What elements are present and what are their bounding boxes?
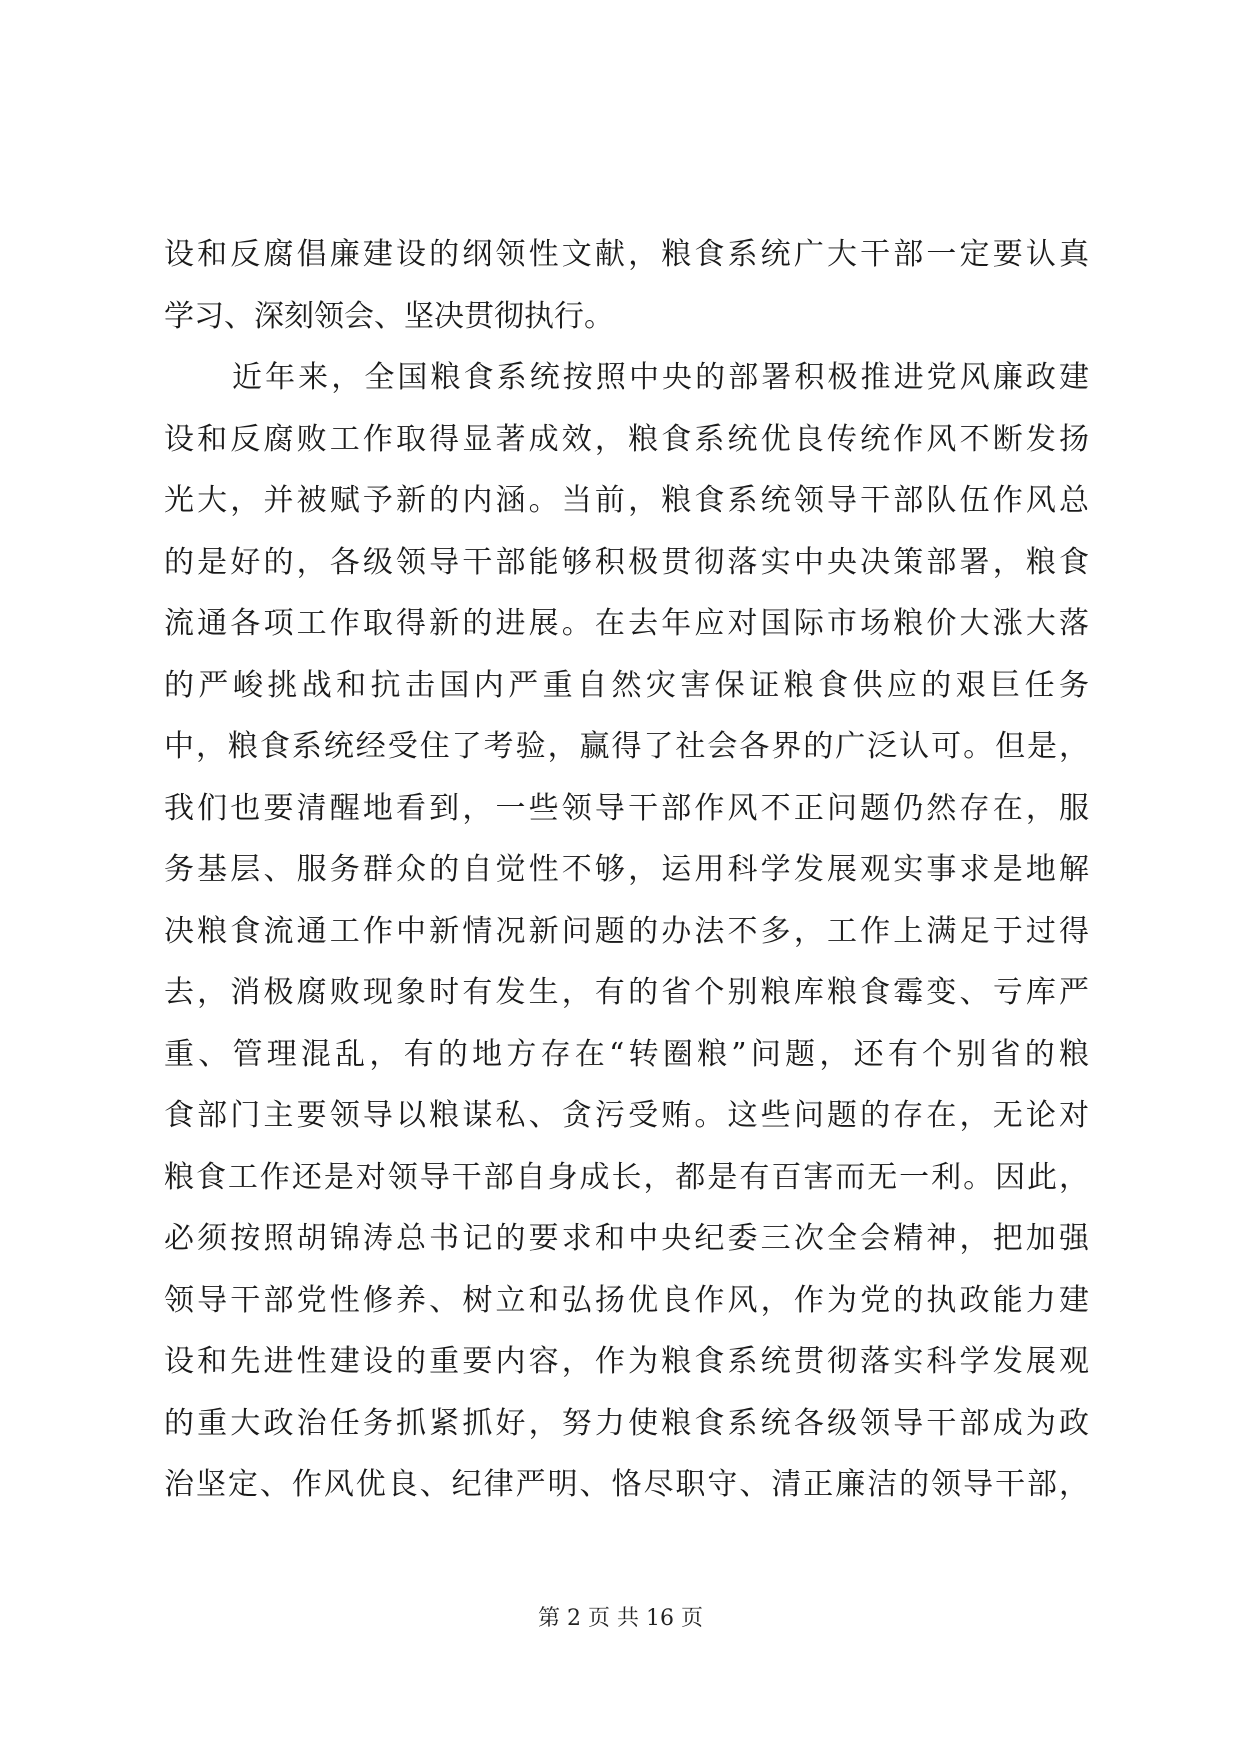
body-text bbox=[164, 224, 1089, 1516]
text-line: 领导干部党性修养、树立和弘扬优良作风，作为党的执政能力建 bbox=[164, 1282, 1089, 1318]
page-number-footer: 第 2 页 共 16 页 bbox=[538, 1606, 703, 1631]
text-line: 重、管理混乱，有的地方存在“转圈粮”问题，还有个别省的粮 bbox=[164, 1036, 1089, 1072]
text-line: 粮食工作还是对领导干部自身成长，都是有百害而无一利。因此， bbox=[164, 1159, 1089, 1195]
text-line: 决粮食流通工作中新情况新问题的办法不多，工作上满足于过得 bbox=[164, 913, 1089, 949]
text-line: 中，粮食系统经受住了考验，赢得了社会各界的广泛认可。但是， bbox=[164, 729, 1089, 764]
text-line: 的严峻挑战和抗击国内严重自然灾害保证粮食供应的艰巨任务 bbox=[164, 667, 1089, 703]
paragraph-first-line: 近年来，全国粮食系统按照中央的部署积极推进党风廉政建 bbox=[232, 360, 1089, 395]
text-line: 流通各项工作取得新的进展。在去年应对国际市场粮价大涨大落 bbox=[164, 606, 1089, 641]
text-line: 必须按照胡锦涛总书记的要求和中央纪委三次全会精神，把加强 bbox=[164, 1221, 1089, 1256]
text-line: 的重大政治任务抓紧抓好，努力使粮食系统各级领导干部成为政 bbox=[164, 1405, 1089, 1441]
text-line: 的是好的，各级领导干部能够积极贯彻落实中央决策部署，粮食 bbox=[164, 544, 1089, 580]
text-line: 设和先进性建设的重要内容，作为粮食系统贯彻落实科学发展观 bbox=[164, 1344, 1089, 1379]
text-line: 设和反腐倡廉建设的纲领性文献，粮食系统广大干部一定要认真 bbox=[164, 237, 1089, 272]
text-line: 光大，并被赋予新的内涵。当前，粮食系统领导干部队伍作风总 bbox=[164, 483, 1089, 518]
text-line: 设和反腐败工作取得显著成效，粮食系统优良传统作风不断发扬 bbox=[164, 421, 1089, 457]
text-line: 我们也要清醒地看到，一些领导干部作风不正问题仍然存在，服 bbox=[164, 790, 1089, 826]
text-line: 学习、深刻领会、坚决贯彻执行。 bbox=[164, 298, 614, 334]
text-line: 治坚定、作风优良、纪律严明、恪尽职守、清正廉洁的领导干部， bbox=[164, 1467, 1089, 1502]
text-line: 务基层、服务群众的自觉性不够，运用科学发展观实事求是地解 bbox=[164, 852, 1089, 887]
text-line: 食部门主要领导以粮谋私、贪污受贿。这些问题的存在，无论对 bbox=[164, 1098, 1089, 1133]
text-line: 去，消极腐败现象时有发生，有的省个别粮库粮食霉变、亏库严 bbox=[164, 975, 1089, 1010]
